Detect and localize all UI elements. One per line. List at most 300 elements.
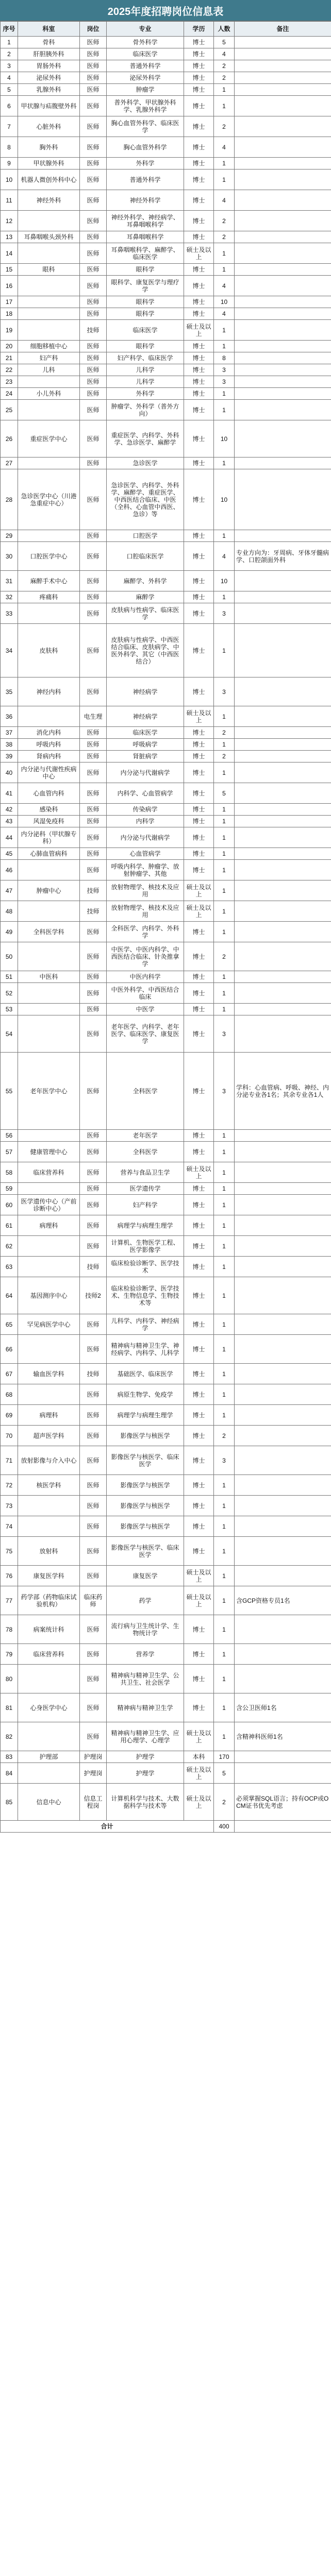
table-row — [1, 1314, 331, 1335]
row-number: 68 — [1, 1384, 18, 1405]
row-department: 肿瘤中心 — [18, 880, 80, 901]
row-number: 17 — [1, 296, 18, 308]
row-count: 1 — [214, 739, 235, 751]
row-department — [18, 1335, 80, 1364]
row-education: 博士 — [184, 1183, 214, 1195]
row-department — [18, 530, 80, 542]
row-count: 4 — [214, 190, 235, 211]
row-number: 28 — [1, 469, 18, 530]
row-count: 2 — [214, 211, 235, 231]
row-education: 博士 — [184, 420, 214, 457]
row-note — [235, 1496, 331, 1516]
table-row — [1, 1335, 331, 1364]
row-major: 口腔临床医学 — [107, 542, 184, 571]
row-note — [235, 603, 331, 624]
row-number: 56 — [1, 1130, 18, 1142]
row-education: 博士 — [184, 848, 214, 860]
row-number: 29 — [1, 530, 18, 542]
row-number: 72 — [1, 1475, 18, 1496]
table-row — [1, 1162, 331, 1183]
row-note — [235, 1364, 331, 1384]
row-note: 含GCP资格专员1名 — [235, 1586, 331, 1615]
row-post: 医师 — [80, 72, 107, 84]
row-department: 胸外科 — [18, 137, 80, 158]
row-education: 博士 — [184, 1446, 214, 1475]
row-note — [235, 1130, 331, 1142]
row-number: 79 — [1, 1644, 18, 1665]
row-major: 内科学 — [107, 816, 184, 827]
table-row — [1, 1496, 331, 1516]
row-major: 外科学 — [107, 388, 184, 400]
row-education: 博士 — [184, 48, 214, 60]
row-department: 药学部（药物临床试验机构） — [18, 1586, 80, 1615]
row-post: 医师 — [80, 1015, 107, 1053]
table-row — [1, 827, 331, 848]
row-count: 1 — [214, 400, 235, 420]
row-department: 感染科 — [18, 804, 80, 816]
row-note — [235, 1314, 331, 1335]
row-major: 影像医学与核医学 — [107, 1496, 184, 1516]
row-post: 医师 — [80, 1516, 107, 1537]
table-row — [1, 1615, 331, 1644]
row-post: 医师 — [80, 848, 107, 860]
row-post: 护理岗 — [80, 1763, 107, 1784]
row-count: 1 — [214, 1162, 235, 1183]
row-education: 博士 — [184, 1516, 214, 1537]
row-note — [235, 1142, 331, 1162]
row-note — [235, 739, 331, 751]
row-number: 70 — [1, 1426, 18, 1446]
row-education: 博士 — [184, 571, 214, 591]
row-count: 2 — [214, 60, 235, 72]
row-post: 医师 — [80, 420, 107, 457]
row-education: 博士 — [184, 1004, 214, 1015]
row-count: 1 — [214, 96, 235, 116]
row-count: 8 — [214, 352, 235, 364]
row-major: 计算机科学与技术、大数据科学与技术等 — [107, 1784, 184, 1821]
row-number: 33 — [1, 603, 18, 624]
row-count: 3 — [214, 376, 235, 388]
table-row — [1, 158, 331, 170]
row-count: 3 — [214, 364, 235, 376]
row-education: 博士 — [184, 1364, 214, 1384]
row-post: 医师 — [80, 530, 107, 542]
row-number: 30 — [1, 542, 18, 571]
table-row — [1, 1130, 331, 1142]
row-number: 38 — [1, 739, 18, 751]
row-count: 1 — [214, 706, 235, 727]
row-department: 放射影像与介入中心 — [18, 1446, 80, 1475]
row-count: 1 — [214, 591, 235, 603]
row-post: 医师 — [80, 352, 107, 364]
row-note — [235, 211, 331, 231]
row-count: 1 — [214, 264, 235, 276]
row-education: 博士 — [184, 816, 214, 827]
table-row — [1, 96, 331, 116]
row-major: 护理学 — [107, 1751, 184, 1763]
table-row — [1, 211, 331, 231]
table-row — [1, 848, 331, 860]
row-major: 病理学与病理生理学 — [107, 1215, 184, 1236]
row-count: 1 — [214, 341, 235, 352]
row-major: 老年医学、内科学、老年医学、临床医学、康复医学 — [107, 1015, 184, 1053]
row-post: 医师 — [80, 1130, 107, 1142]
row-department: 医学遗传中心（产前诊断中心） — [18, 1195, 80, 1215]
row-education: 博士 — [184, 1496, 214, 1516]
row-education: 博士 — [184, 376, 214, 388]
row-major: 内分泌与代谢病学 — [107, 762, 184, 783]
row-number: 4 — [1, 72, 18, 84]
row-major: 精神病与精神卫生学、公共卫生、社会医学 — [107, 1665, 184, 1693]
row-education: 博士 — [184, 860, 214, 880]
row-note — [235, 341, 331, 352]
table-row — [1, 1015, 331, 1053]
total-count: 400 — [214, 1821, 235, 1833]
row-post: 医师 — [80, 591, 107, 603]
table-row — [1, 48, 331, 60]
total-note — [235, 1821, 331, 1833]
row-major: 临床检验诊断学、医学技术、生物信息学、生物技术等 — [107, 1277, 184, 1314]
row-note — [235, 296, 331, 308]
table-row — [1, 190, 331, 211]
row-number: 39 — [1, 751, 18, 762]
row-post: 医师 — [80, 341, 107, 352]
row-number: 14 — [1, 243, 18, 264]
row-post: 医师 — [80, 190, 107, 211]
row-education: 硕士及以上 — [184, 1586, 214, 1615]
row-department: 消化内科 — [18, 727, 80, 739]
row-count: 3 — [214, 1053, 235, 1130]
row-note — [235, 388, 331, 400]
row-number: 80 — [1, 1665, 18, 1693]
row-education: 博士 — [184, 352, 214, 364]
row-education: 博士 — [184, 388, 214, 400]
row-note — [235, 96, 331, 116]
row-department: 机器人微创外科中心 — [18, 170, 80, 190]
row-post: 医师 — [80, 1215, 107, 1236]
row-post: 医师 — [80, 1314, 107, 1335]
table-row — [1, 1784, 331, 1821]
row-count: 1 — [214, 1130, 235, 1142]
row-major: 泌尿外科学 — [107, 72, 184, 84]
row-note — [235, 400, 331, 420]
row-major: 口腔医学 — [107, 530, 184, 542]
row-count: 170 — [214, 1751, 235, 1763]
row-education: 博士 — [184, 1277, 214, 1314]
table-row — [1, 739, 331, 751]
row-post: 医师 — [80, 1537, 107, 1566]
row-count: 1 — [214, 1566, 235, 1586]
row-note — [235, 1195, 331, 1215]
row-major: 普通外科学 — [107, 60, 184, 72]
row-count: 5 — [214, 1763, 235, 1784]
row-number: 26 — [1, 420, 18, 457]
row-post: 医师 — [80, 751, 107, 762]
row-education: 博士 — [184, 1130, 214, 1142]
row-number: 44 — [1, 827, 18, 848]
row-department: 呼吸内科 — [18, 739, 80, 751]
row-count: 1 — [214, 243, 235, 264]
row-major: 麻醉学、外科学 — [107, 571, 184, 591]
row-education: 博士 — [184, 190, 214, 211]
row-note — [235, 1475, 331, 1496]
row-count: 1 — [214, 84, 235, 96]
row-post: 医师 — [80, 1004, 107, 1015]
row-department: 乳腺外科 — [18, 84, 80, 96]
table-row — [1, 231, 331, 243]
row-count: 1 — [214, 1496, 235, 1516]
col-header: 专业 — [107, 22, 184, 37]
row-post: 医师 — [80, 400, 107, 420]
row-major: 精神病与精神卫生学 — [107, 1693, 184, 1722]
row-education: 博士 — [184, 457, 214, 469]
row-count: 2 — [214, 942, 235, 971]
row-major: 眼科学、康复医学与理疗学 — [107, 276, 184, 296]
row-education: 博士 — [184, 1195, 214, 1215]
row-education: 本科 — [184, 1751, 214, 1763]
row-post: 信息工程岗 — [80, 1784, 107, 1821]
row-post: 医师 — [80, 264, 107, 276]
row-note — [235, 37, 331, 48]
row-post: 医师 — [80, 827, 107, 848]
row-number: 58 — [1, 1162, 18, 1183]
row-count: 1 — [214, 1236, 235, 1257]
row-major: 老年医学 — [107, 1130, 184, 1142]
table-row — [1, 276, 331, 296]
row-major: 妇产科学、临床医学 — [107, 352, 184, 364]
row-number: 50 — [1, 942, 18, 971]
row-post: 医师 — [80, 96, 107, 116]
row-count: 1 — [214, 1722, 235, 1751]
row-note — [235, 60, 331, 72]
row-note — [235, 848, 331, 860]
row-count: 1 — [214, 1405, 235, 1426]
table-row — [1, 860, 331, 880]
row-number: 63 — [1, 1257, 18, 1277]
row-department: 全科医学科 — [18, 922, 80, 942]
row-department — [18, 1496, 80, 1516]
row-post: 医师 — [80, 37, 107, 48]
table-row — [1, 783, 331, 804]
row-note — [235, 308, 331, 320]
table-row — [1, 901, 331, 922]
table-row — [1, 922, 331, 942]
row-post: 医师 — [80, 60, 107, 72]
table-row — [1, 603, 331, 624]
row-note — [235, 364, 331, 376]
row-education: 博士 — [184, 96, 214, 116]
row-note — [235, 816, 331, 827]
row-post: 技师 — [80, 1257, 107, 1277]
row-education: 博士 — [184, 804, 214, 816]
table-row — [1, 341, 331, 352]
row-department — [18, 1130, 80, 1142]
row-note — [235, 243, 331, 264]
row-education: 博士 — [184, 1215, 214, 1236]
row-education: 博士 — [184, 1644, 214, 1665]
row-note — [235, 530, 331, 542]
row-department — [18, 296, 80, 308]
row-department: 健康管理中心 — [18, 1142, 80, 1162]
row-education: 博士 — [184, 116, 214, 137]
row-department — [18, 457, 80, 469]
row-count: 1 — [214, 762, 235, 783]
row-department: 疼痛科 — [18, 591, 80, 603]
row-note — [235, 1277, 331, 1314]
table-row — [1, 457, 331, 469]
row-note — [235, 1516, 331, 1537]
row-count: 3 — [214, 1015, 235, 1053]
row-department: 护理部 — [18, 1751, 80, 1763]
row-number: 8 — [1, 137, 18, 158]
row-count: 2 — [214, 1426, 235, 1446]
table-row — [1, 591, 331, 603]
table-row — [1, 72, 331, 84]
row-count: 3 — [214, 603, 235, 624]
table-row — [1, 364, 331, 376]
row-count: 1 — [214, 880, 235, 901]
row-education: 博士 — [184, 971, 214, 983]
row-count: 1 — [214, 1693, 235, 1722]
row-major: 中医内科学 — [107, 971, 184, 983]
row-major: 影像医学与核医学 — [107, 1426, 184, 1446]
table-row — [1, 727, 331, 739]
row-post: 医师 — [80, 388, 107, 400]
row-post: 医师 — [80, 1722, 107, 1751]
row-post: 电生理 — [80, 706, 107, 727]
row-number: 75 — [1, 1537, 18, 1566]
row-count: 1 — [214, 624, 235, 677]
row-post: 医师 — [80, 1426, 107, 1446]
row-count: 1 — [214, 804, 235, 816]
row-department: 心身医学中心 — [18, 1693, 80, 1722]
table-row — [1, 1053, 331, 1130]
row-count: 2 — [214, 116, 235, 137]
row-post: 医师 — [80, 137, 107, 158]
row-education: 博士 — [184, 591, 214, 603]
row-count: 1 — [214, 1277, 235, 1314]
table-row — [1, 983, 331, 1004]
row-number: 55 — [1, 1053, 18, 1130]
row-education: 博士 — [184, 827, 214, 848]
row-department: 放射科 — [18, 1537, 80, 1566]
row-major: 全科医学 — [107, 1142, 184, 1162]
row-department: 输血医学科 — [18, 1364, 80, 1384]
row-count: 3 — [214, 1446, 235, 1475]
row-post: 医师 — [80, 308, 107, 320]
row-major: 普通外科学 — [107, 170, 184, 190]
row-number: 64 — [1, 1277, 18, 1314]
row-post: 医师 — [80, 84, 107, 96]
row-education: 博士 — [184, 296, 214, 308]
row-note: 专业方向为：牙周病、牙体牙髓病学、口腔颌面外科 — [235, 542, 331, 571]
row-note — [235, 1644, 331, 1665]
row-post: 医师 — [80, 783, 107, 804]
row-education: 博士 — [184, 1426, 214, 1446]
row-note — [235, 264, 331, 276]
row-education: 博士 — [184, 137, 214, 158]
row-post: 医师 — [80, 364, 107, 376]
row-count: 1 — [214, 1665, 235, 1693]
row-major: 皮肤病与性病学、临床医学 — [107, 603, 184, 624]
col-header: 学历 — [184, 22, 214, 37]
row-department: 眼科 — [18, 264, 80, 276]
row-count: 1 — [214, 816, 235, 827]
row-major: 精神病与精神卫生学、应用心理学、心理学 — [107, 1722, 184, 1751]
row-education: 硕士及以上 — [184, 243, 214, 264]
row-department — [18, 1236, 80, 1257]
row-note — [235, 922, 331, 942]
row-department — [18, 276, 80, 296]
row-major: 临床医学 — [107, 320, 184, 341]
row-number: 11 — [1, 190, 18, 211]
row-education: 博士 — [184, 60, 214, 72]
row-department: 儿科 — [18, 364, 80, 376]
row-count: 1 — [214, 922, 235, 942]
row-major: 中医外科学、中西医结合临床 — [107, 983, 184, 1004]
row-department: 肝胆胰外科 — [18, 48, 80, 60]
row-number: 2 — [1, 48, 18, 60]
row-number: 77 — [1, 1586, 18, 1615]
row-major: 营养学 — [107, 1644, 184, 1665]
row-major: 影像医学与核医学 — [107, 1475, 184, 1496]
row-count: 4 — [214, 137, 235, 158]
row-count: 1 — [214, 1195, 235, 1215]
row-major: 病原生物学、免疫学 — [107, 1384, 184, 1405]
row-education: 博士 — [184, 727, 214, 739]
row-count: 1 — [214, 1586, 235, 1615]
row-major: 精神病与精神卫生学、神经病学、内科学、儿科学 — [107, 1335, 184, 1364]
table-row — [1, 60, 331, 72]
row-major: 普外科学、甲状腺外科学、乳腺外科学 — [107, 96, 184, 116]
row-note — [235, 677, 331, 706]
row-number: 85 — [1, 1784, 18, 1821]
row-note — [235, 1763, 331, 1784]
row-major: 基础医学、临床医学 — [107, 1364, 184, 1384]
row-note — [235, 901, 331, 922]
row-education: 硕士及以上 — [184, 1722, 214, 1751]
row-major: 影像医学与核医学 — [107, 1516, 184, 1537]
table-row — [1, 400, 331, 420]
row-post: 医师 — [80, 542, 107, 571]
row-major: 重症医学、内科学、外科学、急诊医学、麻醉学 — [107, 420, 184, 457]
row-note: 学科：心血管病、呼吸、神经、内分泌专业各1名；其余专业各1人 — [235, 1053, 331, 1130]
row-number: 31 — [1, 571, 18, 591]
table-row — [1, 1405, 331, 1426]
row-post: 医师 — [80, 1665, 107, 1693]
row-count: 1 — [214, 971, 235, 983]
row-post: 医师 — [80, 1162, 107, 1183]
table-row — [1, 1236, 331, 1257]
table-row — [1, 1722, 331, 1751]
row-post: 医师 — [80, 1053, 107, 1130]
row-note — [235, 942, 331, 971]
row-number: 13 — [1, 231, 18, 243]
row-note: 含精神科医师1名 — [235, 1722, 331, 1751]
row-number: 16 — [1, 276, 18, 296]
col-header: 岗位 — [80, 22, 107, 37]
row-department — [18, 603, 80, 624]
row-department: 超声医学科 — [18, 1426, 80, 1446]
row-education: 博士 — [184, 922, 214, 942]
row-number: 12 — [1, 211, 18, 231]
row-major: 流行病与卫生统计学、生物统计学 — [107, 1615, 184, 1644]
row-major: 骨外科学 — [107, 37, 184, 48]
row-major: 中医学 — [107, 1004, 184, 1015]
row-education: 博士 — [184, 231, 214, 243]
row-note — [235, 624, 331, 677]
row-number: 22 — [1, 364, 18, 376]
